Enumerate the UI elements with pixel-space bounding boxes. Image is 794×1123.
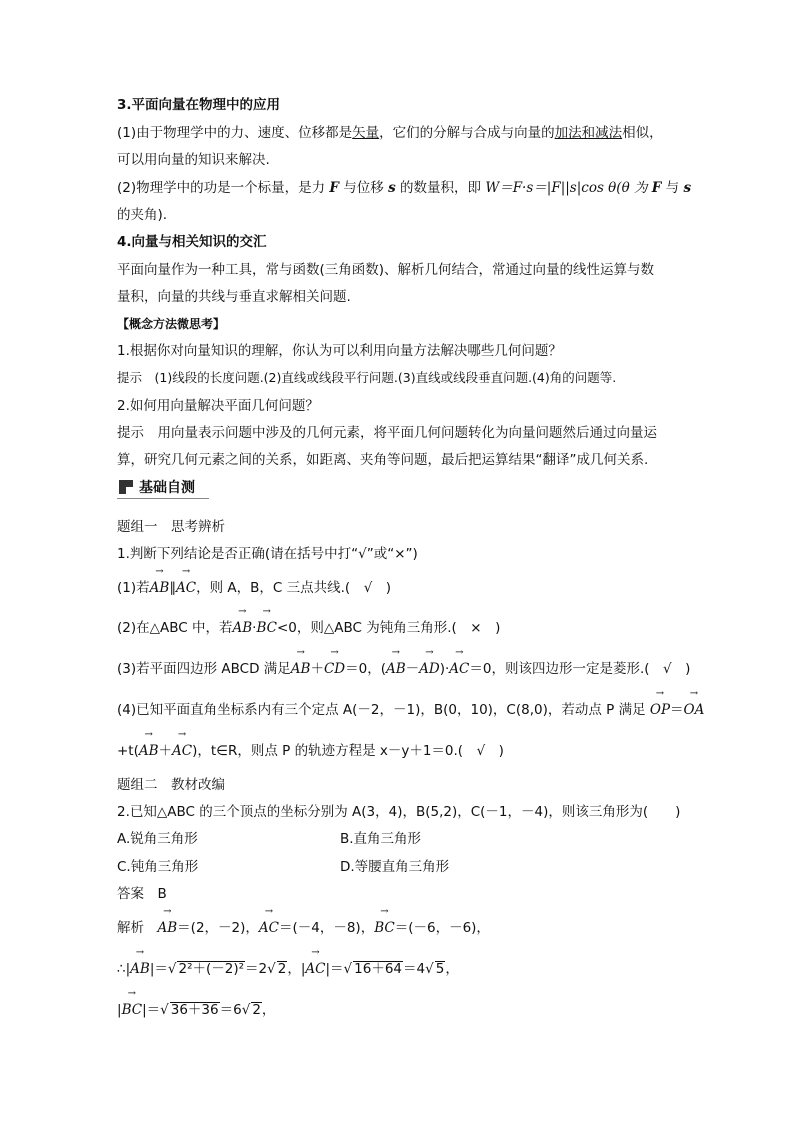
text: (1)由于物理学中的力、速度、位移都是: [117, 125, 353, 141]
text: +t(: [117, 743, 139, 759]
text: )，t∈R，则点 P 的轨迹方程是 x－y＋1＝0.( √ ): [192, 743, 504, 759]
group-1-question: 1.判断下列结论是否正确(请在括号中打“√”或“×”): [117, 546, 418, 562]
option-a: A.锐角三角形: [117, 831, 198, 847]
vector-AC: → AC: [259, 918, 279, 938]
vector-AB: → AB: [158, 918, 178, 938]
text: ＝(2，－2)，: [177, 920, 259, 936]
text: ＝(－6，－6)，: [394, 920, 490, 936]
section-title: 基础自测: [139, 480, 195, 496]
vector-AD: → AD: [419, 659, 440, 679]
sqrt-sign: √: [267, 961, 276, 977]
vector-OA: → OA: [684, 700, 705, 720]
section-4-title: 4.向量与相关知识的交汇: [117, 234, 267, 250]
option-d: D.等腰直角三角形: [340, 859, 450, 875]
option-c: C.钝角三角形: [117, 859, 199, 875]
text: (4)已知平面直角坐标系内有三个定点 A(－2，－1)，B(0，10)，C(8,0)，若动点 P 满足: [117, 702, 650, 718]
solution-label: 解析: [117, 920, 158, 936]
vector-AC: → AC: [172, 741, 192, 761]
text: 与位移: [339, 180, 389, 196]
displacement-symbol: s: [683, 180, 692, 196]
vector-AB: → AB: [150, 578, 170, 598]
vector-AC: → AC: [305, 959, 325, 979]
group-2-question: 2.已知△ABC 的三个顶点的坐标分别为 A(3，4)，B(5,2)，C(－1，－4)，则该三角形为( ): [117, 804, 681, 820]
think-a1: 提示 (1)线段的长度问题.(2)直线或线段平行问题.(3)直线或线段垂直问题.(4)角的问题等.: [117, 370, 617, 385]
text: ，它们的分解与合成与向量的: [379, 125, 555, 141]
text: (2)物理学中的功是一个标量，是力: [117, 180, 330, 196]
radicand: 5: [435, 961, 445, 977]
vector-CD: → CD: [324, 659, 345, 679]
text: )·: [439, 661, 450, 677]
item-3: [117, 659, 690, 679]
plus-sign: ＋: [158, 743, 173, 759]
item-4-cont: [117, 741, 504, 761]
vector-OP: → OP: [650, 700, 670, 720]
underlined-term: 加法和减法: [554, 125, 623, 141]
text: |＝: [149, 961, 168, 977]
section-3-para-2-cont: 的夹角).: [117, 207, 168, 223]
vector-AB: → AB: [130, 959, 150, 979]
radicand: 2: [277, 961, 287, 977]
text: 与: [661, 180, 684, 196]
think-q1: 1.根据你对向量知识的理解，你认为可以利用向量方法解决哪些几何问题？: [117, 343, 562, 359]
vector-AB: → AB: [386, 659, 406, 679]
radicand: 2²＋(－2)²: [178, 961, 245, 977]
minus-sign: －: [405, 661, 420, 677]
force-symbol: F: [651, 180, 662, 196]
solution-line-3: [117, 1000, 275, 1020]
radicand: 36＋36: [170, 1002, 219, 1018]
underlined-term: 矢量: [352, 125, 380, 141]
text: |: [117, 1002, 122, 1018]
text: ＝0，则该四边形一定是菱形.( √ ): [469, 661, 691, 677]
text: ＝4: [403, 961, 426, 977]
text: (1)若: [117, 580, 150, 596]
text: 的数量积，即: [395, 180, 486, 196]
sqrt-sign: √: [343, 961, 353, 977]
section-3-para-1-cont: 可以用向量的知识来解决.: [117, 152, 270, 168]
section-4-para-2: 量积，向量的共线与垂直求解相关问题.: [117, 289, 351, 305]
text: ＝6: [219, 1002, 242, 1018]
text: |＝: [142, 1002, 161, 1018]
text: 相似，: [622, 125, 663, 141]
section-header: [117, 476, 209, 499]
text: ，: [261, 1002, 276, 1018]
plus-sign: ＋: [310, 661, 324, 677]
group-2-title: 题组二 教材改编: [117, 777, 225, 793]
force-symbol: F: [329, 180, 340, 196]
text: (2)在△ABC 中，若: [117, 620, 233, 636]
equals-sign: ＝: [670, 702, 684, 718]
text: ＝(－4，－8)，: [278, 920, 375, 936]
vector-AC: → AC: [176, 578, 196, 598]
section-3-para-2: [117, 178, 691, 198]
vector-BC: → BC: [256, 618, 277, 638]
think-a2: 提示 用向量表示问题中涉及的几何元素，将平面几何问题转化为向量问题然后通过向量运: [117, 425, 657, 441]
radicand: 16＋64: [354, 961, 403, 977]
item-4: [117, 700, 704, 720]
answer: 答案 B: [117, 886, 167, 902]
displacement-symbol: s: [388, 180, 396, 196]
group-1-title: 题组一 思考辨析: [117, 519, 225, 535]
text: ，: [445, 961, 459, 977]
text: <0，则△ABC 为钝角三角形.( × ): [276, 620, 501, 636]
work-formula: W＝F·s＝|F||s|cos θ(θ 为: [485, 180, 652, 196]
text: ∴|: [117, 961, 131, 977]
text: ＝2: [245, 961, 268, 977]
text: ，|: [287, 961, 306, 977]
vector-AC: → AC: [449, 659, 469, 679]
think-a2-cont: 算，研究几何元素之间的关系，如距离、夹角等问题，最后把运算结果“翻译”成几何关系.: [117, 452, 649, 468]
think-q2: 2.如何用向量解决平面几何问题？: [117, 398, 319, 414]
solution-line-1: [117, 918, 490, 938]
vector-AB: → AB: [232, 618, 252, 638]
section-square-icon: [119, 480, 133, 494]
dot-sign: ·: [252, 620, 257, 636]
section-3-para-1: [117, 123, 663, 143]
think-label: 【概念方法微思考】: [117, 317, 226, 331]
parallel-sign: ∥: [169, 580, 177, 596]
vector-AB: → AB: [139, 741, 159, 761]
text: ＝0，(: [345, 661, 386, 677]
sqrt-sign: √: [241, 1002, 251, 1018]
section-4-para-1: 平面向量作为一种工具，常与函数(三角函数)、解析几何结合，常通过向量的线性运算与数: [117, 262, 655, 278]
text: |＝: [325, 961, 344, 977]
sqrt-sign: √: [167, 961, 177, 977]
option-b: B.直角三角形: [340, 831, 422, 847]
vector-BC: → BC: [374, 918, 395, 938]
section-3-title: 3.平面向量在物理中的应用: [117, 97, 281, 113]
sqrt-sign: √: [160, 1002, 169, 1018]
text: ，则 A，B，C 三点共线.( √ ): [196, 580, 392, 596]
vector-AB: → AB: [291, 659, 311, 679]
item-2: [117, 618, 500, 638]
radicand: 2: [252, 1002, 261, 1018]
vector-BC: → BC: [122, 1000, 143, 1020]
solution-line-2: [117, 959, 459, 979]
sqrt-sign: √: [425, 961, 434, 977]
text: (3)若平面四边形 ABCD 满足: [117, 661, 291, 677]
item-1: [117, 578, 391, 598]
